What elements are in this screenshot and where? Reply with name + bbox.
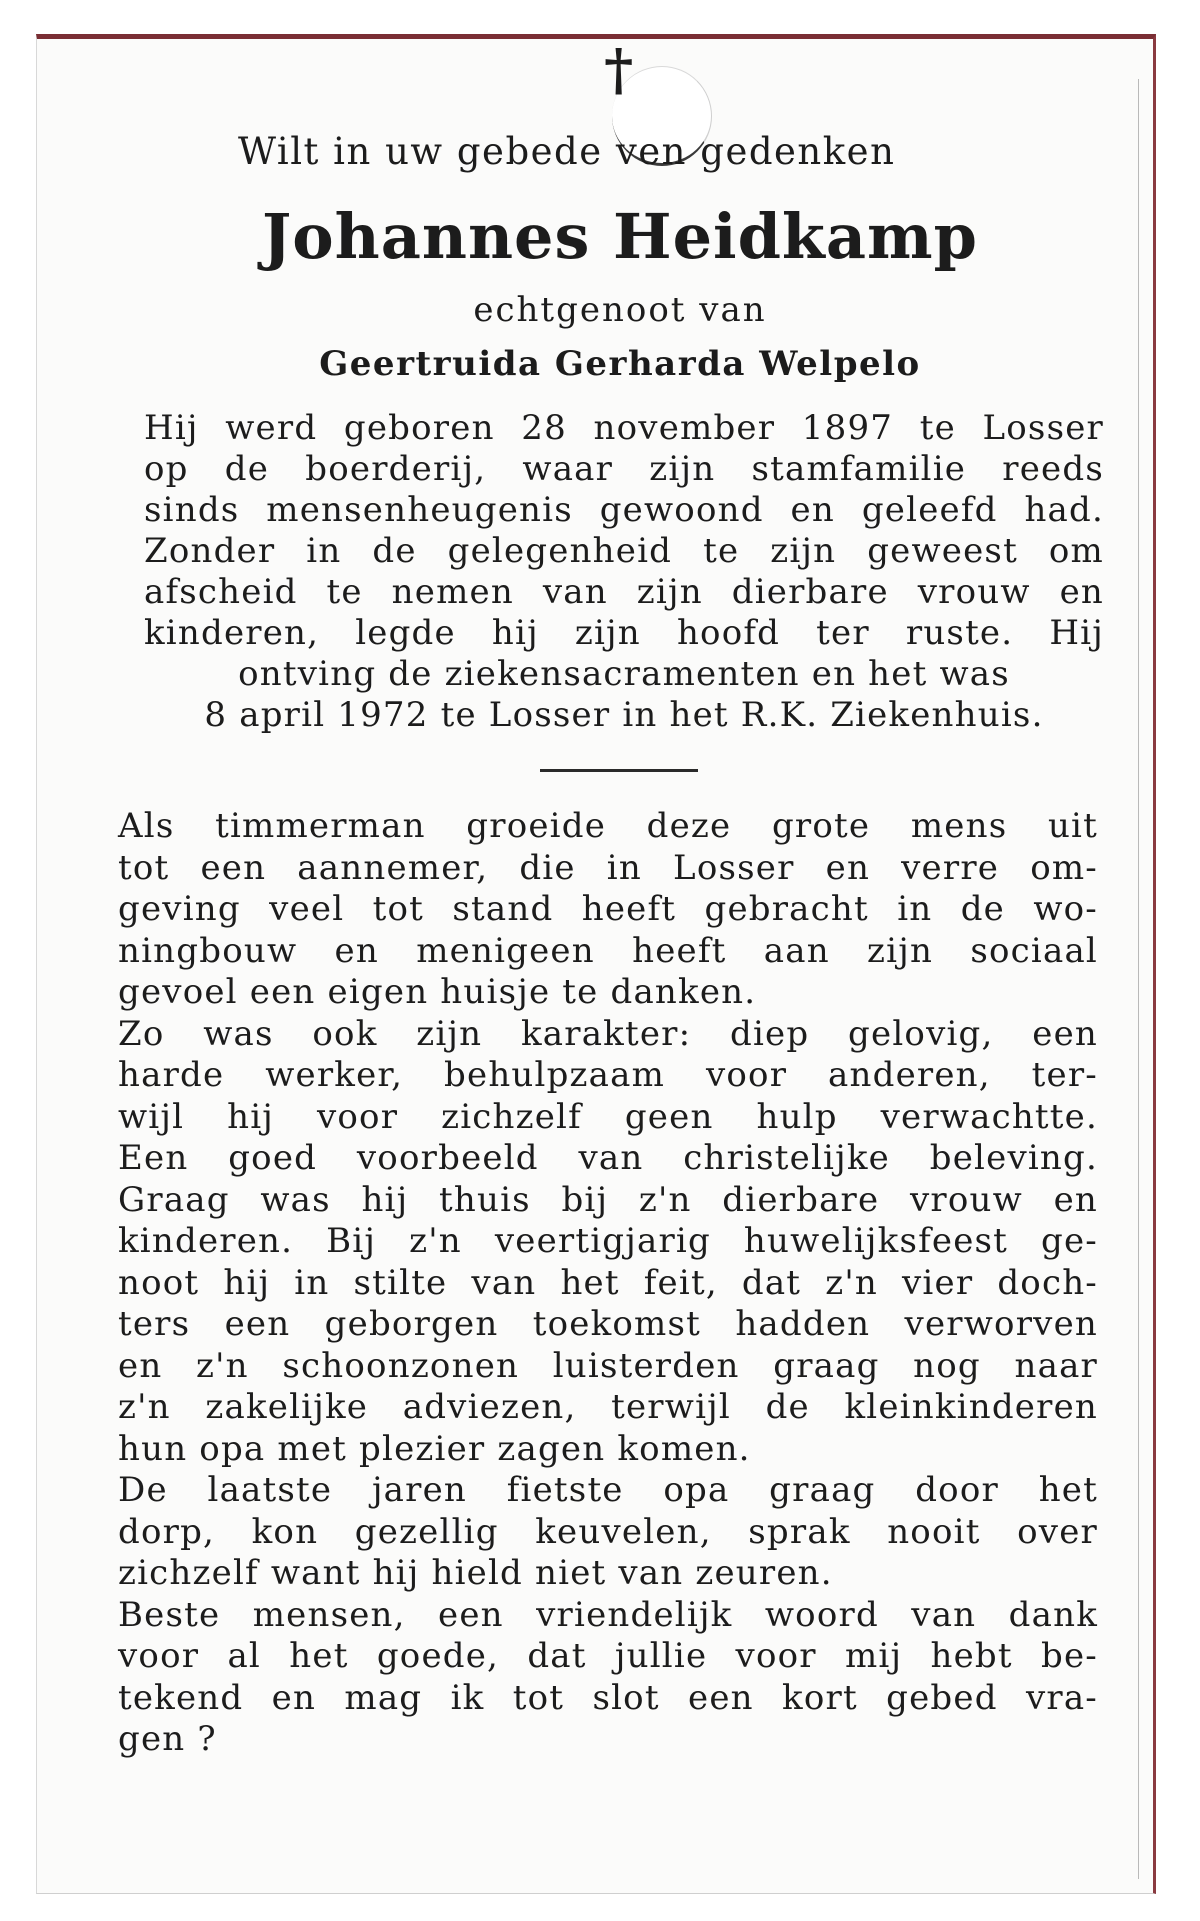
text-line: zichzelf want hij hield niet van zeuren. [118, 1553, 833, 1593]
text-line: Beste mensen, een vriendelijk woord van dank [118, 1594, 1098, 1635]
text-line: voor al het goede, dat jullie voor mij hebt be- [118, 1636, 1098, 1676]
text-line: geving veel tot stand heeft gebracht in de wo- [118, 889, 1098, 929]
text-line: tot een aannemer, die in Losser en verre om- [118, 847, 1098, 888]
text-line: tekend en mag ik tot slot een kort gebed vra- [118, 1677, 1098, 1718]
text-line: z'n zakelijke adviezen, terwijl de kleinkinderen [118, 1387, 1098, 1427]
text-line: Zonder in de gelegenheid te zijn geweest om [144, 531, 1104, 571]
text-line: dorp, kon gezellig keuvelen, sprak nooit over [118, 1511, 1098, 1552]
text-line: De laatste jaren fietste opa graag door het [118, 1470, 1098, 1510]
text-line: Als timmerman groeide deze grote mens uit [118, 806, 1098, 846]
spouse-name: Geertruida Gerharda Welpelo [319, 344, 921, 384]
divider-rule [540, 769, 698, 772]
text-line: 8 april 1972 te Losser in het R.K. Ziekenhuis. [204, 695, 1044, 735]
text-line: Een goed voorbeeld van christelijke beleving. [118, 1138, 1098, 1178]
text-line: kinderen. Bij z'n veertigjarig huwelijksfeest ge- [118, 1221, 1098, 1261]
text-line: ontving de ziekensacramenten en het was [238, 654, 1010, 694]
text-line: en z'n schoonzonen luisterden graag nog naar [118, 1345, 1098, 1386]
text-line: kinderen, legde hij zijn hoofd ter ruste. Hij [144, 613, 1104, 653]
cross-icon: † [604, 37, 634, 103]
text-line: Graag was hij thuis bij z'n dierbare vrouw en [118, 1179, 1098, 1220]
text-line: gevoel een eigen huisje te danken. [118, 972, 757, 1012]
text-line: ters een geborgen toekomst hadden verworven [118, 1304, 1098, 1344]
text-line: wijl hij voor zichzelf geen hulp verwachtte. [118, 1096, 1098, 1137]
deceased-name: Johannes Heidkamp [261, 200, 979, 273]
text-line: op de boerderij, waar zijn stamfamilie reeds [144, 449, 1104, 489]
spouse-label: echtgenoot van [473, 290, 767, 330]
text-line: noot hij in stilte van het feit, dat z'n vier doch- [118, 1262, 1098, 1303]
biography-paragraph [144, 408, 1104, 736]
text-line: Zo was ook zijn karakter: diep gelovig, een [118, 1013, 1098, 1054]
text-line: afscheid te nemen van zijn dierbare vrouw en [144, 572, 1104, 612]
tribute-paragraph [118, 806, 1098, 1761]
text-line: ningbouw en menigeen heeft aan zijn sociaal [118, 930, 1098, 971]
text-line: sinds mensenheugenis gewoond en geleefd had. [144, 490, 1104, 530]
text-line: hun opa met plezier zagen komen. [118, 1428, 751, 1469]
text-line: Hij werd geboren 28 november 1897 te Losser [144, 408, 1104, 448]
text-line: gen ? [118, 1719, 217, 1759]
intro-line: Wilt in uw gebede ven gedenken [238, 130, 896, 173]
text-line: harde werker, behulpzaam voor anderen, ter- [118, 1055, 1098, 1095]
